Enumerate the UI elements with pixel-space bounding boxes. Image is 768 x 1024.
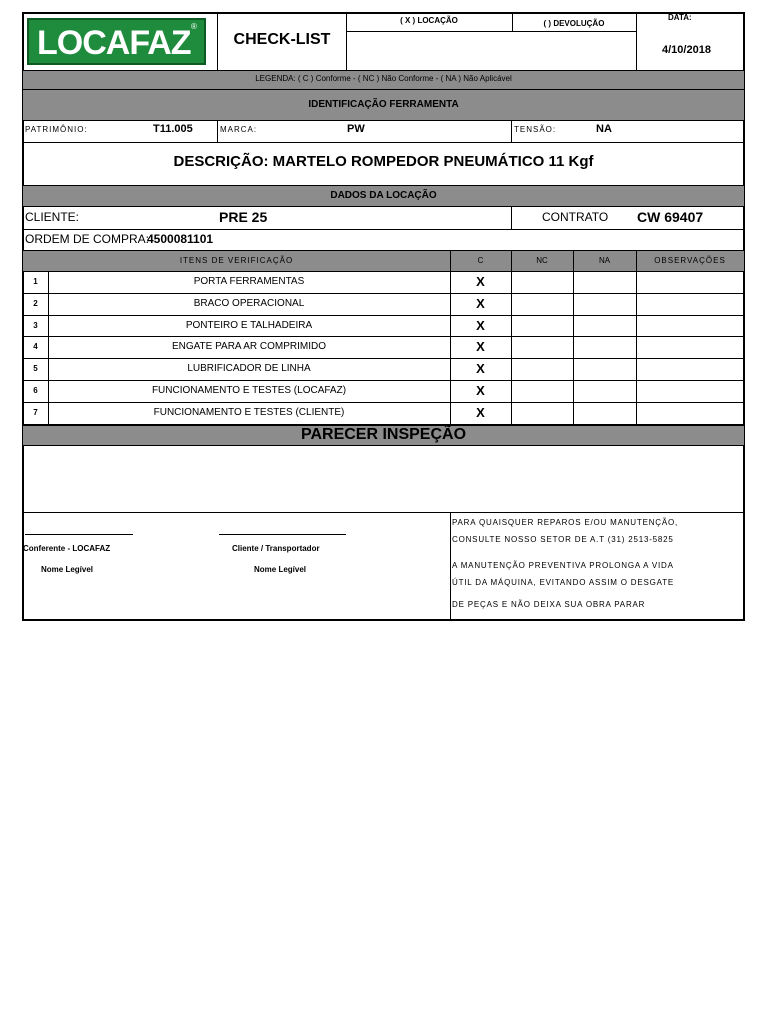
row-number: 1: [33, 277, 38, 286]
col-observacoes: OBSERVAÇÕES: [654, 256, 726, 265]
page-title: CHECK-LIST: [233, 31, 331, 48]
logo-text: LOCAFAZ: [37, 24, 191, 62]
row-number: 4: [33, 342, 38, 352]
parecer-title: PARECER INSPEÇÃO: [300, 426, 467, 443]
signature-cliente: Cliente / Transportador: [232, 544, 320, 553]
signature-conferente: Conferente - LOCAFAZ: [23, 544, 111, 553]
row-number: 3: [33, 320, 38, 330]
row-item: FUNCIONAMENTO E TESTES (LOCAFAZ): [151, 385, 347, 396]
cliente-label: CLIENTE:: [25, 210, 80, 224]
row-conforme-mark[interactable]: X: [476, 361, 485, 377]
note-line-4: ÚTIL DA MÁQUINA, EVITANDO ASSIM O DESGATE: [452, 578, 675, 587]
descricao: DESCRIÇÃO: MARTELO ROMPEDOR PNEUMÁTICO 11 Kgf: [173, 153, 594, 170]
row-conforme-mark[interactable]: X: [476, 317, 485, 333]
cliente-value: PRE 25: [219, 209, 268, 225]
row-item: PONTEIRO E TALHADEIRA: [185, 319, 313, 331]
locacao-option: ( X ) LOCAÇÃO: [400, 16, 458, 25]
marca-label: MARCA:: [220, 125, 258, 134]
tensao-value: NA: [596, 123, 612, 135]
row-item: ENGATE PARA AR COMPRIMIDO: [171, 341, 327, 353]
row-number: 5: [33, 364, 38, 374]
note-line-2: CONSULTE NOSSO SETOR DE A.T (31) 2513-5825: [452, 535, 674, 544]
patrimonio-label: PATRIMÔNIO:: [25, 125, 88, 134]
tensao-label: TENSÃO:: [514, 125, 557, 134]
date-label: DATA:: [668, 13, 692, 22]
ordem-value: 4500081101: [147, 232, 214, 246]
row-number: 2: [33, 298, 38, 308]
note-line-3: A MANUTENÇÃO PREVENTIVA PROLONGA A VIDA: [452, 561, 674, 570]
ordem-label: ORDEM DE COMPRA:: [25, 232, 150, 246]
logo-registered-mark: ®: [191, 22, 197, 31]
section-tool-title: IDENTIFICAÇÃO FERRAMENTA: [308, 99, 459, 110]
row-conforme-mark[interactable]: X: [476, 295, 485, 311]
row-conforme-mark[interactable]: X: [476, 404, 485, 420]
signature-nome-legivel-2: Nome Legível: [254, 565, 307, 574]
parecer-area[interactable]: [23, 446, 744, 512]
legend: LEGENDA: ( C ) Conforme - ( NC ) Não Conforme - ( NA ) Não Aplicável: [255, 74, 512, 83]
note-line-1: PARA QUAISQUER REPAROS E/OU MANUTENÇÃO,: [452, 518, 679, 527]
contrato-label: CONTRATO: [542, 210, 609, 224]
marca-value: PW: [347, 123, 365, 135]
row-item: LUBRIFICADOR DE LINHA: [187, 363, 311, 375]
row-item: PORTA FERRAMENTAS: [193, 276, 305, 287]
logo: [27, 18, 206, 65]
note-line-5: DE PEÇAS E NÃO DEIXA SUA OBRA PARAR: [452, 600, 646, 609]
row-number: 6: [33, 386, 38, 395]
row-conforme-mark[interactable]: X: [476, 274, 485, 289]
col-c: C: [477, 256, 484, 265]
devolucao-option: ( ) DEVOLUÇÃO: [543, 19, 605, 28]
col-itens: ITENS DE VERIFICAÇÃO: [179, 256, 294, 265]
row-item: FUNCIONAMENTO E TESTES (CLIENTE): [153, 406, 345, 418]
col-na: NA: [598, 256, 611, 265]
row-item: BRACO OPERACIONAL: [193, 297, 305, 309]
contrato-value: CW 69407: [637, 209, 704, 225]
row-conforme-mark[interactable]: X: [476, 339, 485, 355]
row-conforme-mark[interactable]: X: [476, 383, 485, 398]
row-number: 7: [33, 407, 38, 417]
patrimonio-value: T11.005: [153, 123, 193, 135]
col-nc: NC: [536, 256, 548, 265]
date-value: 4/10/2018: [662, 44, 711, 56]
signature-nome-legivel-1: Nome Legível: [41, 565, 94, 574]
section-rental-title: DADOS DA LOCAÇÃO: [330, 190, 437, 201]
